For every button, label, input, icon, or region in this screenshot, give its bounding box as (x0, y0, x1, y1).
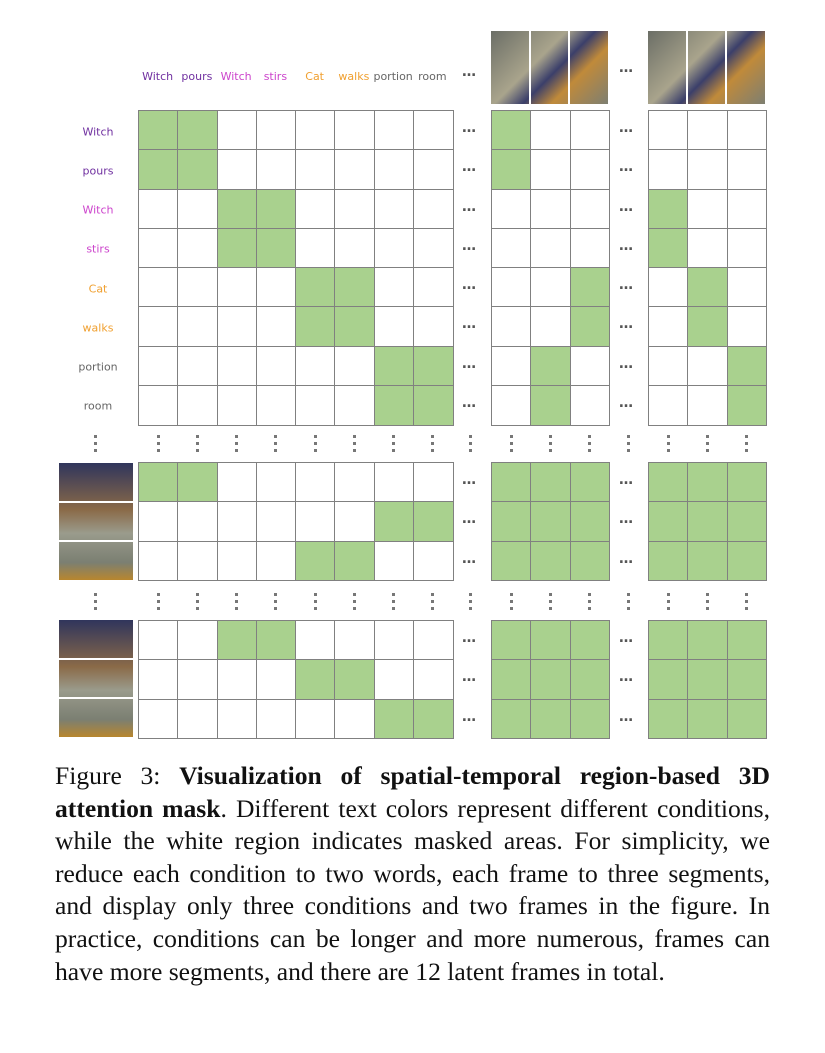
mask-cell-attend (530, 462, 571, 503)
ellipsis-vertical (588, 435, 591, 456)
mask-cell-masked (256, 699, 297, 740)
mask-cell-attend (491, 699, 532, 740)
mask-cell-masked (177, 501, 218, 542)
mask-cell-attend (648, 541, 689, 582)
row-label: Witch (82, 125, 114, 139)
mask-cell-attend (334, 659, 375, 700)
mask-cell-masked (374, 541, 415, 582)
segment-divider (725, 31, 727, 104)
ellipsis-horizontal: … (462, 394, 477, 411)
mask-cell-attend (138, 149, 179, 190)
mask-cell-masked (374, 306, 415, 347)
mask-cell-masked (256, 306, 297, 347)
mask-cell-attend (138, 462, 179, 503)
ellipsis-vertical (314, 435, 317, 456)
mask-cell-masked (217, 110, 258, 151)
row-label: room (83, 399, 113, 413)
mask-cell-attend (648, 620, 689, 661)
mask-cell-attend (413, 385, 454, 426)
mask-cell-masked (687, 228, 728, 269)
mask-cell-attend (374, 699, 415, 740)
mask-cell-masked (138, 189, 179, 230)
mask-cell-attend (727, 346, 768, 387)
mask-cell-masked (727, 306, 768, 347)
mask-cell-masked (374, 110, 415, 151)
mask-cell-masked (138, 699, 179, 740)
mask-cell-masked (570, 385, 611, 426)
mask-cell-masked (177, 346, 218, 387)
ellipsis-horizontal: … (619, 511, 634, 528)
mask-cell-masked (374, 659, 415, 700)
mask-cell-masked (687, 149, 728, 190)
mask-cell-masked (138, 346, 179, 387)
segment-divider (59, 501, 133, 503)
mask-cell-attend (374, 385, 415, 426)
column-label: Witch (220, 70, 252, 83)
mask-cell-masked (177, 189, 218, 230)
mask-cell-masked (570, 228, 611, 269)
mask-cell-attend (687, 541, 728, 582)
ellipsis-horizontal: … (619, 316, 634, 333)
ellipsis-vertical (392, 435, 395, 456)
ellipsis-horizontal: … (462, 277, 477, 293)
column-label: walks (338, 70, 370, 83)
mask-cell-masked (687, 346, 728, 387)
mask-cell-attend (217, 620, 258, 661)
mask-cell-masked (413, 189, 454, 230)
caption-body: . Different text colors represent different conditions, while the white region indicates masked areas. For simplicity, we reduce each condition to two words, each frame to three segments, and display only three conditions and two frames in the figure. In practice, conditions can be longer and more numerous, frames can have more segments, and there are 12 latent frames in total. (55, 793, 770, 986)
ellipsis-vertical (549, 435, 552, 456)
mask-cell-attend (491, 620, 532, 661)
mask-cell-attend (530, 620, 571, 661)
ellipsis-vertical (353, 593, 356, 614)
mask-cell-attend (687, 462, 728, 503)
mask-cell-masked (217, 346, 258, 387)
mask-cell-masked (334, 189, 375, 230)
ellipsis-vertical (235, 593, 238, 614)
mask-cell-attend (530, 385, 571, 426)
mask-cell-masked (295, 189, 336, 230)
mask-cell-attend (727, 385, 768, 426)
mask-cell-masked (491, 385, 532, 426)
mask-cell-masked (217, 462, 258, 503)
ellipsis-horizontal: … (619, 394, 634, 411)
mask-cell-attend (570, 699, 611, 740)
ellipsis-vertical (588, 593, 591, 614)
mask-cell-masked (530, 189, 571, 230)
mask-cell-attend (648, 462, 689, 503)
mask-cell-masked (413, 462, 454, 503)
mask-cell-masked (256, 462, 297, 503)
mask-cell-attend (491, 659, 532, 700)
mask-cell-masked (256, 541, 297, 582)
mask-cell-attend (687, 620, 728, 661)
ellipsis-vertical (94, 435, 97, 456)
segment-divider (568, 31, 570, 104)
mask-cell-masked (217, 699, 258, 740)
mask-cell-masked (413, 306, 454, 347)
mask-cell-attend (570, 462, 611, 503)
mask-cell-masked (177, 267, 218, 308)
row-label: pours (82, 164, 114, 178)
mask-cell-masked (374, 462, 415, 503)
mask-cell-masked (374, 189, 415, 230)
caption-title: Visualization of spatial-temporal region-based 3D attention mask (55, 761, 770, 823)
ellipsis-horizontal: … (619, 669, 634, 686)
figure-caption (55, 760, 770, 988)
mask-cell-masked (687, 189, 728, 230)
mask-cell-masked (295, 346, 336, 387)
mask-cell-attend (727, 462, 768, 503)
mask-cell-masked (413, 267, 454, 308)
mask-cell-masked (687, 110, 728, 151)
mask-cell-masked (138, 501, 179, 542)
mask-cell-masked (413, 541, 454, 582)
mask-cell-masked (648, 110, 689, 151)
ellipsis-vertical (706, 593, 709, 614)
ellipsis-vertical (157, 435, 160, 456)
mask-cell-attend (334, 306, 375, 347)
mask-cell-masked (648, 306, 689, 347)
mask-cell-masked (727, 267, 768, 308)
mask-cell-masked (138, 228, 179, 269)
mask-cell-masked (217, 501, 258, 542)
ellipsis-vertical (274, 593, 277, 614)
ellipsis-vertical (353, 435, 356, 456)
row-label: Cat (88, 282, 108, 296)
mask-cell-masked (648, 267, 689, 308)
ellipsis-horizontal: … (619, 630, 634, 646)
mask-cell-attend (413, 346, 454, 387)
mask-cell-attend (648, 228, 689, 269)
ellipsis-horizontal: … (619, 120, 634, 136)
mask-cell-attend (530, 699, 571, 740)
mask-cell-masked (138, 620, 179, 661)
mask-cell-attend (334, 267, 375, 308)
mask-cell-masked (648, 149, 689, 190)
segment-divider (59, 540, 133, 542)
segment-divider (59, 697, 133, 699)
mask-cell-masked (295, 462, 336, 503)
mask-cell-attend (491, 541, 532, 582)
mask-cell-masked (256, 501, 297, 542)
ellipsis-horizontal: … (619, 198, 634, 215)
mask-cell-attend (570, 659, 611, 700)
mask-cell-masked (177, 699, 218, 740)
segment-divider (59, 658, 133, 660)
mask-cell-masked (177, 306, 218, 347)
mask-cell-masked (530, 228, 571, 269)
mask-cell-masked (648, 346, 689, 387)
mask-cell-masked (138, 267, 179, 308)
ellipsis-horizontal: … (619, 60, 634, 76)
segment-divider (529, 31, 531, 104)
mask-cell-attend (177, 110, 218, 151)
ellipsis-vertical (745, 593, 748, 614)
frame-1-image (491, 31, 608, 104)
row-label: Witch (82, 203, 114, 217)
ellipsis-vertical (196, 593, 199, 614)
mask-cell-attend (530, 501, 571, 542)
mask-cell-masked (687, 385, 728, 426)
mask-cell-masked (491, 228, 532, 269)
ellipsis-vertical (314, 593, 317, 614)
mask-cell-attend (256, 189, 297, 230)
mask-cell-attend (648, 659, 689, 700)
mask-cell-masked (334, 110, 375, 151)
ellipsis-vertical (157, 593, 160, 614)
mask-cell-masked (374, 149, 415, 190)
ellipsis-horizontal: … (462, 120, 477, 136)
mask-cell-attend (687, 267, 728, 308)
ellipsis-vertical (469, 435, 472, 456)
mask-cell-attend (570, 267, 611, 308)
ellipsis-horizontal: … (619, 355, 634, 372)
mask-cell-attend (687, 306, 728, 347)
mask-cell-masked (334, 346, 375, 387)
mask-cell-masked (413, 620, 454, 661)
mask-cell-attend (374, 346, 415, 387)
mask-cell-attend (138, 110, 179, 151)
ellipsis-vertical (94, 593, 97, 614)
mask-cell-masked (491, 346, 532, 387)
ellipsis-horizontal: … (462, 355, 477, 372)
mask-cell-attend (727, 501, 768, 542)
ellipsis-vertical (235, 435, 238, 456)
mask-cell-masked (491, 189, 532, 230)
mask-cell-masked (217, 149, 258, 190)
frame-2-image-rotated (59, 620, 133, 737)
ellipsis-horizontal: … (462, 472, 477, 488)
mask-cell-masked (727, 228, 768, 269)
mask-cell-attend (491, 149, 532, 190)
mask-cell-attend (491, 501, 532, 542)
mask-cell-attend (256, 620, 297, 661)
frame-2-image (648, 31, 765, 104)
mask-cell-attend (256, 228, 297, 269)
mask-cell-masked (530, 267, 571, 308)
mask-cell-masked (491, 267, 532, 308)
ellipsis-vertical (627, 435, 630, 456)
mask-cell-attend (687, 699, 728, 740)
mask-cell-masked (570, 346, 611, 387)
mask-cell-masked (217, 267, 258, 308)
ellipsis-vertical (667, 593, 670, 614)
mask-cell-masked (727, 110, 768, 151)
mask-cell-attend (687, 659, 728, 700)
ellipsis-horizontal: … (462, 198, 477, 215)
mask-cell-attend (727, 659, 768, 700)
segment-divider (686, 31, 688, 104)
mask-cell-masked (727, 189, 768, 230)
mask-cell-masked (256, 110, 297, 151)
mask-cell-attend (177, 149, 218, 190)
mask-cell-attend (530, 659, 571, 700)
mask-cell-attend (648, 189, 689, 230)
mask-cell-masked (491, 306, 532, 347)
ellipsis-vertical (510, 435, 513, 456)
column-label: portion (373, 70, 413, 83)
mask-cell-attend (570, 501, 611, 542)
mask-cell-attend (295, 541, 336, 582)
mask-cell-attend (295, 306, 336, 347)
row-label: walks (82, 321, 114, 335)
mask-cell-attend (334, 541, 375, 582)
column-label: room (418, 70, 447, 83)
mask-cell-attend (374, 501, 415, 542)
ellipsis-vertical (745, 435, 748, 456)
ellipsis-horizontal: … (462, 708, 477, 725)
mask-cell-masked (334, 501, 375, 542)
mask-cell-masked (217, 659, 258, 700)
ellipsis-vertical (274, 435, 277, 456)
mask-cell-masked (334, 462, 375, 503)
mask-cell-masked (374, 620, 415, 661)
mask-cell-attend (491, 110, 532, 151)
mask-cell-masked (177, 385, 218, 426)
mask-cell-masked (295, 110, 336, 151)
row-label: stirs (86, 242, 110, 256)
mask-cell-attend (413, 699, 454, 740)
mask-cell-attend (727, 699, 768, 740)
ellipsis-horizontal: … (619, 708, 634, 725)
ellipsis-horizontal: … (462, 64, 477, 80)
mask-cell-masked (413, 149, 454, 190)
mask-cell-masked (138, 306, 179, 347)
column-label: pours (181, 70, 213, 83)
ellipsis-vertical (510, 593, 513, 614)
ellipsis-horizontal: … (619, 237, 634, 254)
mask-cell-attend (648, 501, 689, 542)
ellipsis-vertical (431, 593, 434, 614)
mask-cell-masked (570, 189, 611, 230)
ellipsis-horizontal: … (462, 550, 477, 567)
caption-prefix: Figure 3: (55, 761, 180, 790)
mask-cell-attend (217, 228, 258, 269)
mask-cell-masked (217, 306, 258, 347)
ellipsis-vertical (549, 593, 552, 614)
mask-cell-masked (295, 228, 336, 269)
mask-cell-masked (295, 699, 336, 740)
ellipsis-horizontal: … (462, 669, 477, 686)
ellipsis-horizontal: … (462, 316, 477, 333)
mask-cell-attend (727, 541, 768, 582)
mask-cell-masked (570, 149, 611, 190)
ellipsis-vertical (196, 435, 199, 456)
mask-cell-masked (138, 385, 179, 426)
mask-cell-masked (413, 228, 454, 269)
mask-cell-masked (256, 385, 297, 426)
mask-cell-masked (334, 699, 375, 740)
mask-cell-masked (648, 385, 689, 426)
mask-cell-masked (374, 267, 415, 308)
ellipsis-horizontal: … (462, 159, 477, 176)
mask-cell-masked (295, 501, 336, 542)
mask-cell-masked (295, 620, 336, 661)
mask-cell-attend (530, 346, 571, 387)
column-label: Witch (142, 70, 174, 83)
mask-cell-masked (530, 306, 571, 347)
mask-cell-attend (687, 501, 728, 542)
mask-cell-attend (295, 659, 336, 700)
mask-cell-masked (217, 385, 258, 426)
row-label: portion (78, 360, 118, 374)
mask-cell-attend (530, 541, 571, 582)
mask-cell-masked (177, 228, 218, 269)
ellipsis-horizontal: … (462, 630, 477, 646)
mask-cell-masked (530, 110, 571, 151)
mask-cell-masked (256, 346, 297, 387)
frame-1-image-rotated (59, 463, 133, 580)
mask-cell-masked (334, 620, 375, 661)
ellipsis-horizontal: … (619, 277, 634, 293)
mask-cell-masked (413, 110, 454, 151)
ellipsis-horizontal: … (619, 550, 634, 567)
mask-cell-masked (217, 541, 258, 582)
ellipsis-horizontal: … (462, 511, 477, 528)
mask-cell-masked (256, 149, 297, 190)
mask-cell-attend (570, 541, 611, 582)
mask-cell-masked (295, 149, 336, 190)
mask-cell-masked (374, 228, 415, 269)
mask-cell-masked (138, 659, 179, 700)
mask-cell-attend (648, 699, 689, 740)
mask-cell-attend (570, 620, 611, 661)
mask-cell-attend (295, 267, 336, 308)
mask-cell-masked (177, 620, 218, 661)
ellipsis-vertical (706, 435, 709, 456)
mask-cell-masked (177, 541, 218, 582)
column-label: stirs (263, 70, 288, 83)
mask-cell-attend (217, 189, 258, 230)
mask-cell-masked (138, 541, 179, 582)
mask-cell-attend (570, 306, 611, 347)
ellipsis-vertical (431, 435, 434, 456)
ellipsis-horizontal: … (462, 237, 477, 254)
mask-cell-masked (256, 659, 297, 700)
mask-cell-attend (413, 501, 454, 542)
ellipsis-vertical (667, 435, 670, 456)
mask-cell-masked (295, 385, 336, 426)
mask-cell-attend (491, 462, 532, 503)
mask-cell-masked (334, 149, 375, 190)
mask-cell-masked (256, 267, 297, 308)
mask-cell-masked (570, 110, 611, 151)
mask-cell-masked (177, 659, 218, 700)
ellipsis-horizontal: … (619, 159, 634, 176)
mask-cell-masked (334, 385, 375, 426)
ellipsis-vertical (392, 593, 395, 614)
ellipsis-vertical (469, 593, 472, 614)
column-label: Cat (305, 70, 324, 83)
mask-cell-masked (334, 228, 375, 269)
ellipsis-vertical (627, 593, 630, 614)
mask-cell-masked (727, 149, 768, 190)
mask-cell-attend (727, 620, 768, 661)
mask-cell-masked (413, 659, 454, 700)
mask-cell-masked (530, 149, 571, 190)
mask-cell-attend (177, 462, 218, 503)
ellipsis-horizontal: … (619, 472, 634, 488)
